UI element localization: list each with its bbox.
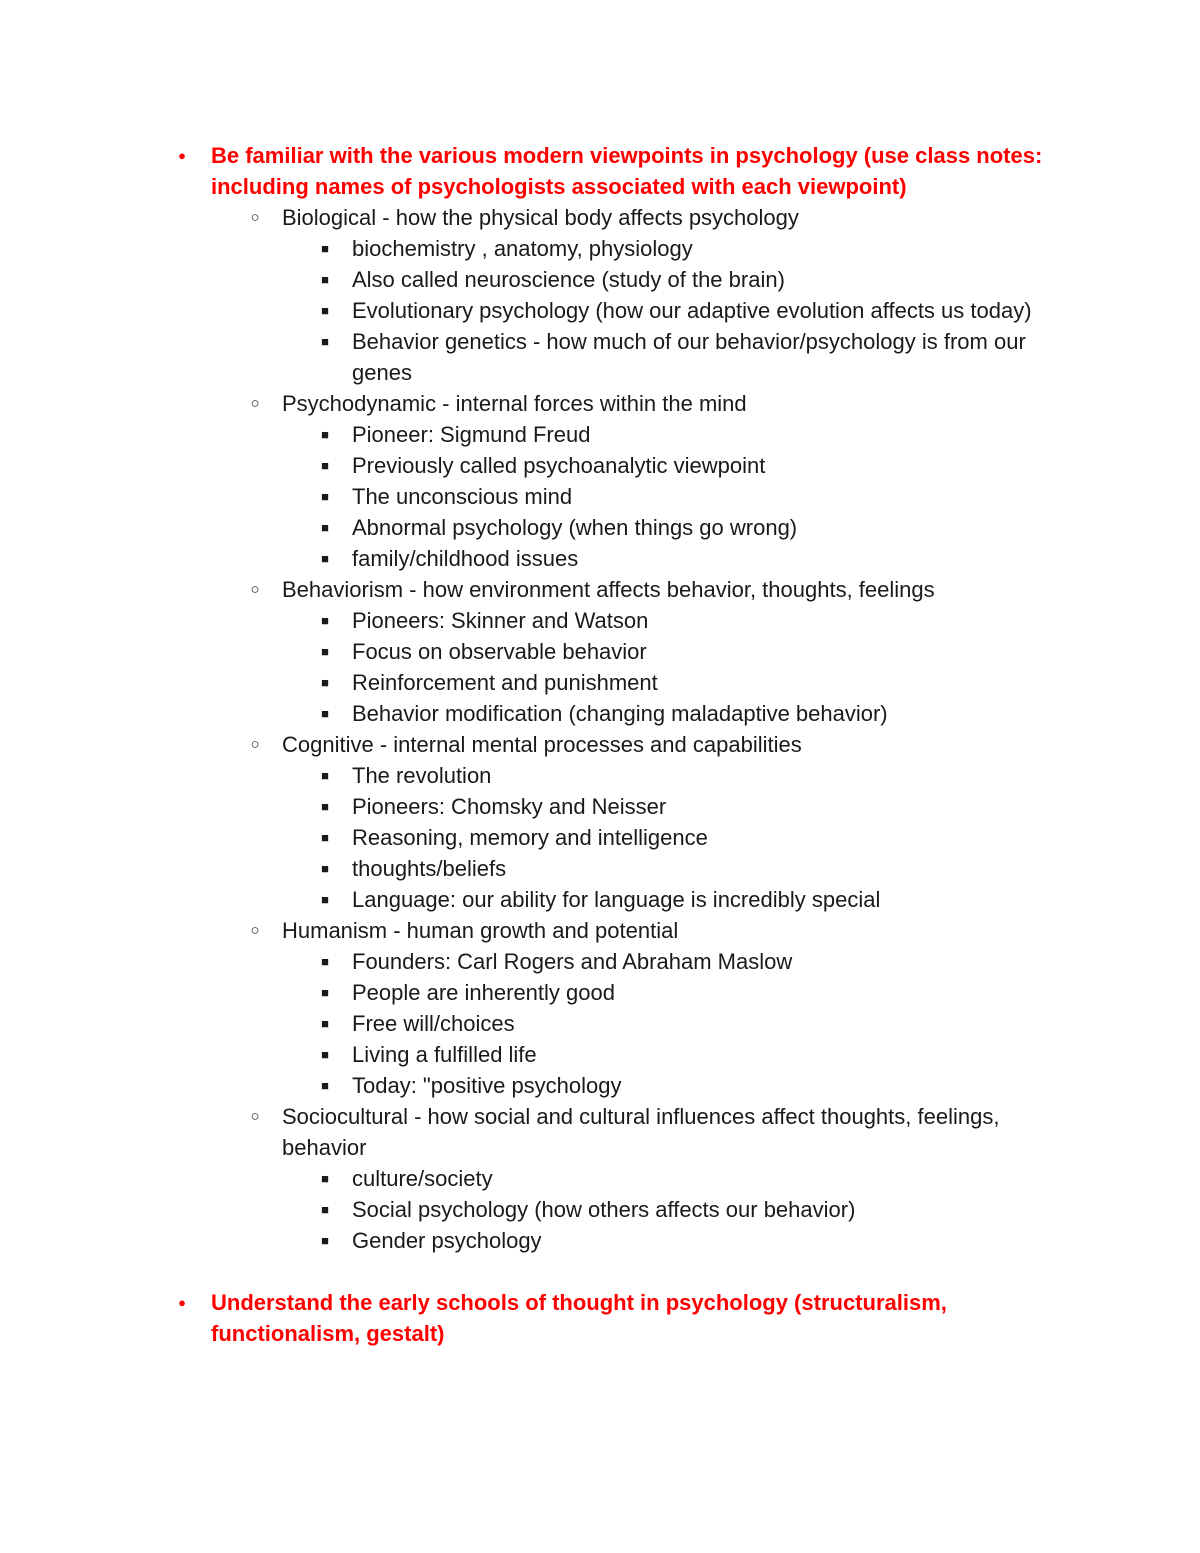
list-item-text: Previously called psychoanalytic viewpoint	[352, 453, 766, 478]
square-bullet-icon: ■	[321, 892, 329, 907]
list-item	[0, 419, 1052, 450]
square-bullet-icon: ■	[321, 985, 329, 1000]
list-item-text: Pioneer: Sigmund Freud	[352, 422, 591, 447]
list-item	[0, 295, 1052, 326]
square-bullet-icon: ■	[321, 1047, 329, 1062]
square-bullet-icon: ■	[321, 1016, 329, 1031]
document-page	[0, 140, 1200, 1349]
list-item	[0, 636, 1052, 667]
list-item	[0, 1039, 1052, 1070]
viewpoint-cognitive	[0, 729, 1072, 760]
list-item-text: Free will/choices	[352, 1011, 515, 1036]
viewpoint-text: Psychodynamic - internal forces within the mind	[282, 391, 747, 416]
viewpoint-psychodynamic	[0, 388, 1072, 419]
square-bullet-icon: ■	[321, 954, 329, 969]
list-item	[0, 977, 1052, 1008]
square-bullet-icon: ■	[321, 675, 329, 690]
viewpoint-sociocultural	[0, 1101, 1072, 1163]
square-bullet-icon: ■	[321, 458, 329, 473]
hollow-circle-bullet-icon: ○	[250, 922, 260, 939]
list-item-text: Behavior genetics - how much of our behavior/psychology is from our genes	[352, 329, 1026, 385]
square-bullet-icon: ■	[321, 520, 329, 535]
list-item	[0, 543, 1052, 574]
section-heading	[0, 1287, 1071, 1349]
list-item	[0, 481, 1052, 512]
square-bullet-icon: ■	[321, 644, 329, 659]
square-bullet-icon: ■	[321, 489, 329, 504]
square-bullet-icon: ■	[321, 613, 329, 628]
filled-circle-bullet-icon: ●	[178, 148, 186, 163]
list-item	[0, 853, 1052, 884]
list-item-text: family/childhood issues	[352, 546, 579, 571]
square-bullet-icon: ■	[321, 1171, 329, 1186]
list-item	[0, 667, 1052, 698]
square-bullet-icon: ■	[321, 427, 329, 442]
list-item-text: Living a fulfilled life	[352, 1042, 537, 1067]
viewpoint-humanism	[0, 915, 1072, 946]
viewpoint-text: Biological - how the physical body affects psychology	[282, 205, 799, 230]
filled-circle-bullet-icon: ●	[178, 1295, 186, 1310]
heading-text: Be familiar with the various modern viewpoints in psychology (use class notes: including names of psychologists associated with each viewpoint)	[211, 143, 1043, 199]
square-bullet-icon: ■	[321, 799, 329, 814]
list-item-text: thoughts/beliefs	[352, 856, 507, 881]
list-item	[0, 760, 1052, 791]
list-item-text: Founders: Carl Rogers and Abraham Maslow	[352, 949, 793, 974]
list-item-text: biochemistry , anatomy, physiology	[352, 236, 693, 261]
list-item	[0, 946, 1052, 977]
square-bullet-icon: ■	[321, 861, 329, 876]
list-item-text: People are inherently good	[352, 980, 615, 1005]
list-item	[0, 1070, 1052, 1101]
viewpoint-text: Cognitive - internal mental processes and capabilities	[282, 732, 802, 757]
heading-text: Understand the early schools of thought in psychology (structuralism, functionalism, gestalt)	[211, 1290, 947, 1346]
viewpoint-text: Behaviorism - how environment affects behavior, thoughts, feelings	[282, 577, 935, 602]
list-item-text: Also called neuroscience (study of the brain)	[352, 267, 785, 292]
list-item-text: Language: our ability for language is incredibly special	[352, 887, 881, 912]
list-item	[0, 1008, 1052, 1039]
list-item	[0, 791, 1052, 822]
hollow-circle-bullet-icon: ○	[250, 395, 260, 412]
list-item-text: Pioneers: Skinner and Watson	[352, 608, 649, 633]
square-bullet-icon: ■	[321, 1202, 329, 1217]
square-bullet-icon: ■	[321, 272, 329, 287]
viewpoint-biological	[0, 202, 1072, 233]
list-item	[0, 512, 1052, 543]
list-item	[0, 450, 1052, 481]
list-item-text: Reinforcement and punishment	[352, 670, 658, 695]
list-item	[0, 884, 1052, 915]
list-item	[0, 326, 1052, 388]
list-item-text: culture/society	[352, 1166, 493, 1191]
square-bullet-icon: ■	[321, 1233, 329, 1248]
square-bullet-icon: ■	[321, 1078, 329, 1093]
viewpoint-behaviorism	[0, 574, 1072, 605]
list-item	[0, 1225, 1052, 1256]
square-bullet-icon: ■	[321, 768, 329, 783]
square-bullet-icon: ■	[321, 830, 329, 845]
list-item-text: Gender psychology	[352, 1228, 542, 1253]
square-bullet-icon: ■	[321, 551, 329, 566]
list-item-text: Today: "positive psychology	[352, 1073, 622, 1098]
hollow-circle-bullet-icon: ○	[250, 581, 260, 598]
list-item	[0, 1163, 1052, 1194]
list-item-text: Focus on observable behavior	[352, 639, 647, 664]
section-heading	[0, 140, 1071, 202]
hollow-circle-bullet-icon: ○	[250, 736, 260, 753]
list-item	[0, 1194, 1052, 1225]
square-bullet-icon: ■	[321, 706, 329, 721]
viewpoint-text: Humanism - human growth and potential	[282, 918, 679, 943]
list-item-text: Abnormal psychology (when things go wrong)	[352, 515, 798, 540]
list-item-text: The revolution	[352, 763, 492, 788]
square-bullet-icon: ■	[321, 303, 329, 318]
square-bullet-icon: ■	[321, 334, 329, 349]
list-item	[0, 264, 1052, 295]
hollow-circle-bullet-icon: ○	[250, 1108, 260, 1125]
section-early-schools	[0, 1287, 1200, 1349]
square-bullet-icon: ■	[321, 241, 329, 256]
viewpoint-text: Sociocultural - how social and cultural influences affect thoughts, feelings, behavior	[282, 1104, 1000, 1160]
list-item-text: Evolutionary psychology (how our adaptive evolution affects us today)	[352, 298, 1032, 323]
section-modern-viewpoints	[0, 140, 1200, 1256]
list-item	[0, 605, 1052, 636]
list-item-text: Social psychology (how others affects our behavior)	[352, 1197, 856, 1222]
hollow-circle-bullet-icon: ○	[250, 209, 260, 226]
list-item-text: Behavior modification (changing maladaptive behavior)	[352, 701, 888, 726]
list-item	[0, 822, 1052, 853]
list-item-text: Pioneers: Chomsky and Neisser	[352, 794, 667, 819]
list-item-text: Reasoning, memory and intelligence	[352, 825, 708, 850]
list-item-text: The unconscious mind	[352, 484, 573, 509]
list-item	[0, 698, 1052, 729]
list-item	[0, 233, 1052, 264]
